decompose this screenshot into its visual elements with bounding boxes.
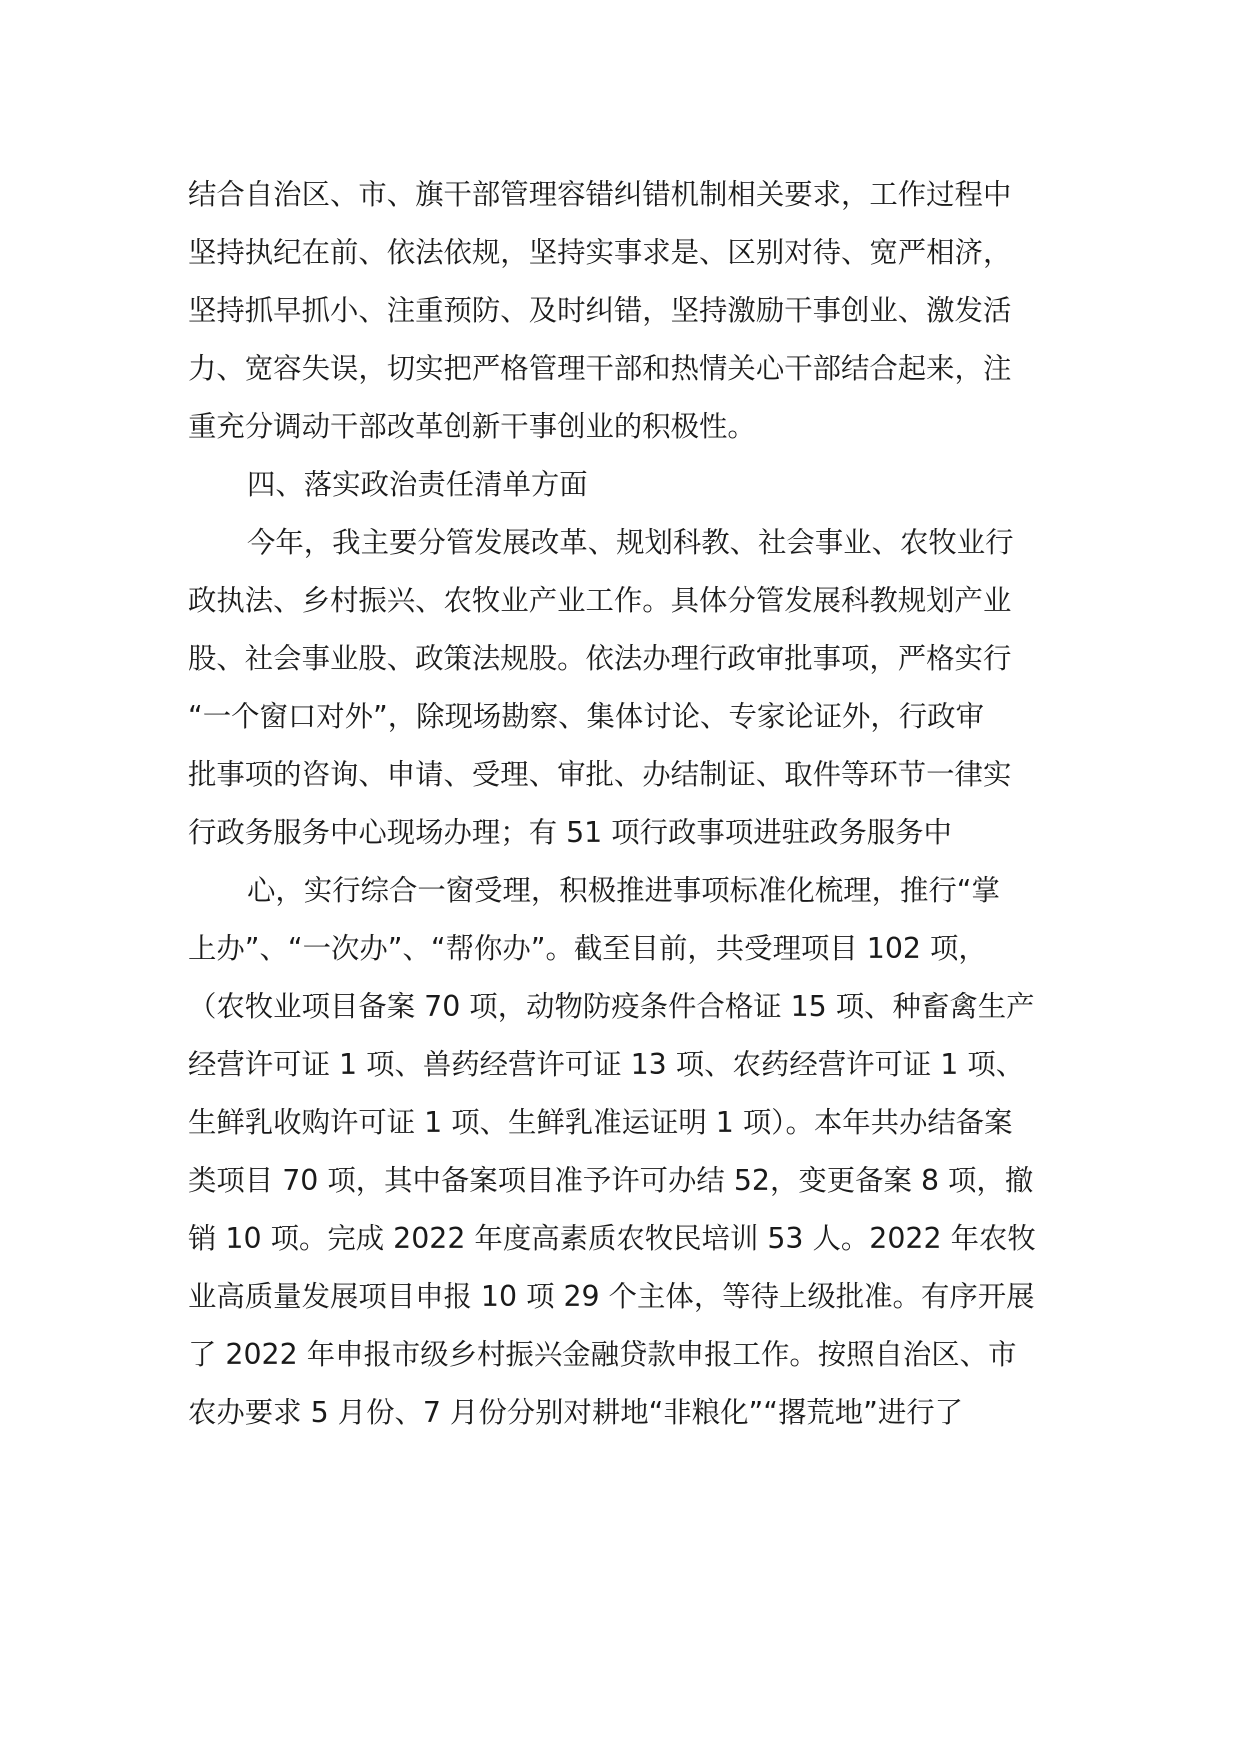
text-line: 生鲜乳收购许可证 1 项、生鲜乳准运证明 1 项）。本年共办结备案: [188, 1106, 1013, 1139]
text-line: 了 2022 年申报市级乡村振兴金融贷款申报工作。按照自治区、市: [188, 1338, 1017, 1371]
text-line: 农办要求 5 月份、7 月份分别对耕地“非粮化”“撂荒地”进行了: [188, 1396, 964, 1429]
text-line: 类项目 70 项，其中备案项目准予许可办结 52，变更备案 8 项，撤: [188, 1164, 1034, 1197]
text-line: 行政务服务中心现场办理；有 51 项行政事项进驻政务服务中: [188, 816, 952, 849]
text-line: （农牧业项目备案 70 项，动物防疫条件合格证 15 项、种畜禽生产: [188, 990, 1035, 1023]
text-line: 上办”、“一次办”、“帮你办”。截至目前，共受理项目 102 项，: [188, 932, 987, 965]
text-line: 结合自治区、市、旗干部管理容错纠错机制相关要求，工作过程中: [188, 178, 1012, 211]
text-line: “一个窗口对外”，除现场勘察、集体讨论、专家论证外，行政审: [188, 700, 984, 733]
text-line: 经营许可证 1 项、兽药经营许可证 13 项、农药经营许可证 1 项、: [188, 1048, 1025, 1081]
text-line: 政执法、乡村振兴、农牧业产业工作。具体分管发展科教规划产业: [188, 584, 1012, 617]
section-heading: 四、落实政治责任清单方面: [247, 468, 588, 501]
text-line: 批事项的咨询、申请、受理、审批、办结制证、取件等环节一律实: [188, 758, 1012, 791]
text-line: 今年，我主要分管发展改革、规划科教、社会事业、农牧业行: [247, 526, 1014, 559]
text-line: 坚持执纪在前、依法依规，坚持实事求是、区别对待、宽严相济，: [188, 236, 1012, 269]
text-line: 销 10 项。完成 2022 年度高素质农牧民培训 53 人。2022 年农牧: [188, 1222, 1036, 1255]
text-line: 坚持抓早抓小、注重预防、及时纠错，坚持激励干事创业、激发活: [188, 294, 1012, 327]
text-line: 股、社会事业股、政策法规股。依法办理行政审批事项，严格实行: [188, 642, 1012, 675]
text-line: 重充分调动干部改革创新干事创业的积极性。: [188, 410, 756, 443]
text-line: 力、宽容失误，切实把严格管理干部和热情关心干部结合起来，注: [188, 352, 1012, 385]
text-line: 心，实行综合一窗受理，积极推进事项标准化梳理，推行“掌: [247, 874, 1000, 907]
text-line: 业高质量发展项目申报 10 项 29 个主体，等待上级批准。有序开展: [188, 1280, 1035, 1313]
